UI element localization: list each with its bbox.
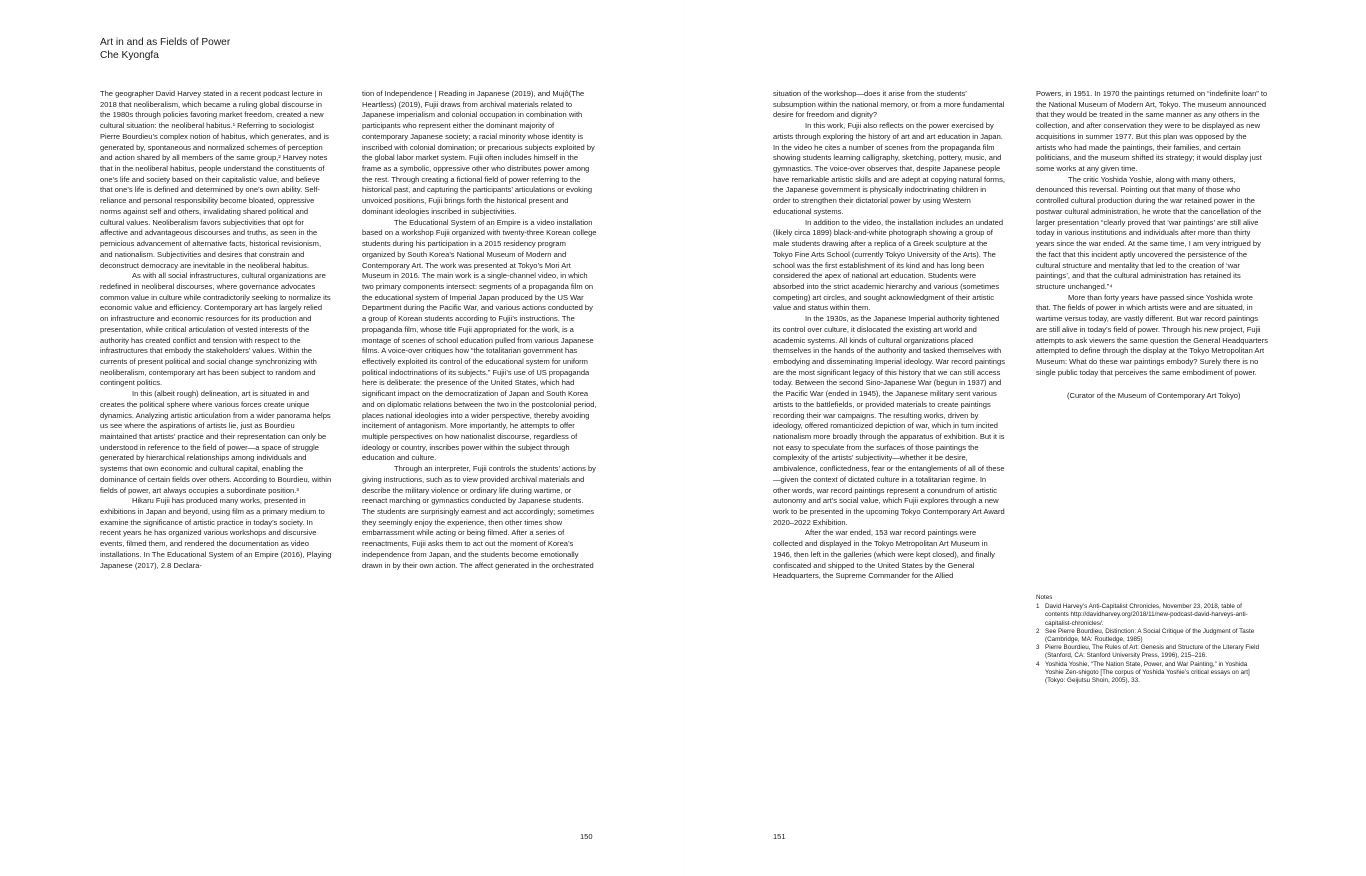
text-column-4 [1036, 89, 1268, 402]
endnotes [1036, 594, 1266, 685]
paragraph: Powers, in 1951. In 1970 the paintings returned on “indefinite loan” to the National Museum of Modern Art, Tokyo. The museum announced that they would be treated in the same manner as any others in the collection, and after conservation they were to be displayed as new acquisitions in summer 1977. But this plan was opposed by the artists who had made the paintings, their families, and certain politicians, and the museum shifted its strategy; it would display just some works at any given time. [1036, 89, 1268, 174]
endnote-item [1036, 603, 1266, 628]
paragraph: More than forty years have passed since Yoshida wrote that. The fields of power in which artists were and are situated, in wartime versus today, are vastly different. But war record paintings are still alive in today’s field of power. Through his new project, Fujii attempts to ask viewers the same question the General Headquarters attempted to define through the display at the Tokyo Metropolitan Art Museum: What do these war paintings embody? Surely there is no single public today that perceives the same embodiment of power. [1036, 292, 1268, 377]
text-column-2 [362, 89, 598, 571]
page-number-left: 150 [580, 832, 593, 841]
paragraph: In addition to the video, the installation includes an undated (likely circa 1899) black-and-white photograph showing a group of male students drawing after a replica of a Greek sculpture at the Tokyo Fine Arts School (currently Tokyo University of the Arts). The school was the first establishment of its kind and has long been considered the apex of national art education. Students were absorbed into the strict academic hierarchy and various (sometimes competing) art circles, and sought acknowledgment of their artistic value and status within them. [773, 217, 1004, 313]
article-header [100, 37, 230, 62]
endnote-item [1036, 661, 1266, 686]
paragraph: Through an interpreter, Fujii controls the students’ actions by giving instructions, such as to view provided archival materials and describe the military violence or ordinary life during wartime, or reenact marching or gymnastics conducted by Japanese students. The students are surprisingly earnest and act accordingly; sometimes they seemingly enjoy the experience, then other times show embarrassment while acting or being filmed. After a series of reenactments, Fujii asks them to act out the moment of Korea’s independence from Japan, and the students become emotionally drawn in by their own action. The affect generated in the orchestrated [362, 464, 596, 570]
paragraph: In this (albeit rough) delineation, art is situated in and creates the political sphere where various forces create unique dynamics. Analyzing artistic articulation from a wider panorama helps us see where the aspirations of artists lie, just as Bourdieu maintained that artists’ practice and their representation can only be understood in reference to the field of power—a space of struggle generated by hierarchical relationships among individuals and systems that own economic and cultural capital, enabling the dominance of certain fields over others. According to Bourdieu, within fields of power, art always occupies a subordinate position.³ [100, 389, 332, 495]
paragraph: As with all social infrastructures, cultural organizations are redefined in neoliberal discourses, where governance advocates common value in culture while contradictorily seeking to normalize its economic value and efficiency. Contemporary art has largely relied on infrastructure and economic resources for its production and presentation, while critical articulation of vested interests of the authority has created conflict and tension with respect to the infrastructures that embody the stakeholders’ values. Within the currents of present political and social change synchronizing with neoliberalism, contemporary art has been subject to random and contingent politics. [100, 271, 331, 388]
notes-title: Notes [1036, 594, 1053, 601]
paragraph: The geographer David Harvey stated in a recent podcast lecture in 2018 that neoliberalism, which became a ruling global discourse in the 1980s through policies favoring market freedom, created a new cultural situation: the neoliberal habitus.¹ Referring to sociologist Pierre Bourdieu’s complex notion of habitus, which generates, and is generated by, spontaneous and normalized schemes of perception and action shared by all members of the same group,² Harvey notes that in the neoliberal habitus, people understand the constituents of one’s life and society based on their capitalistic value, and believe that one’s life is defined and determined by one’s own ability. Self-reliance and personal responsibility become bloated, oppressive norms against self and others, invalidating shared political and cultural values. Neoliberalism favors subjectivities that opt for affective and advantageous discourses and truths, as seen in the pernicious advancement of alternative facts, historical revisionism, and nationalism. Subjectivities and desires that constrain and deconstruct democracy are inevitable in the neoliberal habitus. [100, 89, 329, 270]
text-column-3 [773, 89, 1005, 582]
paragraph: Hikaru Fujii has produced many works, presented in exhibitions in Japan and beyond, using film as a primary medium to examine the significance of artistic practice in today’s society. In recent years he has organized various workshops and discursive events, filmed them, and rendered the documentation as video installations. In The Educational System of an Empire (2016), Playing Japanese (2017), 2.8 Declara- [100, 496, 332, 570]
paragraph: The Educational System of an Empire is a video installation based on a workshop Fujii organized with twenty-three Korean college students during his participation in a 2015 residency program organized by South Korea’s National Museum of Modern and Contemporary Art. The work was presented at Tokyo’s Mori Art Museum in 2016. The main work is a single-channel video, in which two primary components intersect: segments of a propaganda film on the educational system of Imperial Japan produced by the US War Department during the Pacific War, and various actions conducted by a group of Korean students according to Fujii’s instructions. The propaganda film, whose title Fujii appropriated for the work, is a montage of scenes of school education pulled from various Japanese films. A voice-over critiques how “the totalitarian government has effectively exploited its control of the educational system for uniform political indoctrinations of its subjects.” Fujii’s use of US propaganda here is deliberate: the presence of the United States, which had significant impact on the democratization of Japan and South Korea and on diplomatic relations between the two in the postcolonial period, places national ideologies into a wider perspective, thereby avoiding incitement of antagonism. More importantly, he attempts to offer multiple perspectives on how nationalist discourse, regardless of ideology or country, inscribes power within the subject through education and culture. [362, 217, 597, 463]
endnote-text: David Harvey’s Anti-Capitalist Chronicles, November 23, 2018, table of contents http://davidharvey.org/2018/11/new-podcast-david-harveys-anti-capitalist-chronicles/. [1045, 603, 1248, 627]
page-number-right: 151 [773, 832, 786, 841]
article-title: Art in and as Fields of Power [100, 37, 231, 48]
endnote-number: 4 [1036, 660, 1040, 668]
paragraph: tion of Independence | Reading in Japanese (2019), and Mujô(The Heartless) (2019), Fujii draws from archival materials related to Japanese imperialism and colonial occupation in combination with participants who represent either the dominant majority of contemporary Japanese society; a racial minority whose identity is inscribed with colonial domination; or precarious subjects exploited by the global labor market system. Fujii often includes himself in the frame as a symbolic, oppressive other who distributes power among the rest. Through creating a fictional field of power referring to the historical past, and capturing the participants’ articulations or evoking unvoiced positions, Fujii brings forth the historical present and dominant ideologies inscribed in subjectivities. [362, 89, 595, 216]
paragraph: In this work, Fujii also reflects on the power exercised by artists through exploring the history of art and art education in Japan. In the video he cites a number of scenes from the propaganda film showing students learning calligraphy, sketching, pottery, music, and gymnastics. The voice-over observes that, despite Japanese people have remarkable artistic skills and are adept at copying natural forms, the Japanese government is physically indoctrinating children in order to strengthen their dictatorial power by using Western educational systems. [773, 121, 1005, 216]
curator-credit: (Curator of the Museum of Contemporary Art Tokyo) [1067, 391, 1241, 401]
endnote-text: Yoshida Yoshie, “The Nation State, Power, and War Painting,” in Yoshida Yoshie Zen-shigoto [The corpus of Yoshida Yoshie’s critical essays on art] (Tokyo: Geijutsu Shoin, 2005), 33. [1045, 660, 1250, 685]
endnote-text: Pierre Bourdieu, The Rules of Art: Genesis and Structure of the Literary Field (Stanford, CA: Stanford University Press, 1996), 215–216. [1045, 644, 1260, 660]
endnote-item [1036, 628, 1266, 644]
endnote-number: 1 [1036, 603, 1040, 611]
endnote-number: 2 [1036, 627, 1040, 635]
endnote-number: 3 [1036, 644, 1040, 652]
paragraph: situation of the workshop—does it arise from the students’ subsumption within the national memory, or from a more fundamental desire for freedom and dignity? [773, 89, 1005, 120]
paragraph: After the war ended, 153 war record paintings were collected and displayed in the Tokyo Metropolitan Art Museum in 1946, then left in the galleries (which were kept closed), and finally confiscated and shipped to the United States by the General Headquarters, the Supreme Commander for the Allied [773, 528, 995, 581]
paragraph: In the 1930s, as the Japanese Imperial authority tightened its control over culture, it dislocated the existing art world and academic systems. All kinds of cultural organizations placed themselves in the hands of the authority and tasked themselves with embodying and disseminating Imperial ideology. War record paintings are the most significant legacy of this history that we can still access today. Between the second Sino-Japanese War (begun in 1937) and the Pacific War (ended in 1945), the Japanese military sent various artists to the battlefields, or provided materials to create paintings recording their war campaigns. The resulting works, driven by ideology, offered romanticized depiction of war, which in turn incited nationalism more broadly through the apparatus of exhibition. But it is not easy to speculate from the surfaces of those paintings the complexity of the artists’ subjectivity—whether it be desire, ambivalence, conflictedness, fear or the entanglements of all of these—given the context of dictated culture in a totalitarian regime. In other words, war record paintings represent a conundrum of artistic autonomy and art’s social value, which Fujii explores through a new work to be presented in the upcoming Tokyo Contemporary Art Award 2020–2022 Exhibition. [773, 314, 1005, 527]
endnote-text: See Pierre Bourdieu, Distinction: A Social Critique of the Judgment of Taste (Cambridge, MA: Routledge, 1985) [1045, 627, 1255, 644]
article-author: Che Kyongfa [100, 49, 159, 61]
endnote-item [1036, 644, 1266, 660]
page-gutter [683, 0, 684, 876]
text-column-1 [100, 89, 332, 571]
paragraph: The critic Yoshida Yoshie, along with many others, denounced this reversal. Pointing out that many of those who controlled cultural production during the war retained power in the postwar cultural administration, he wrote that the cancellation of the larger presentation “clearly proved that ‘war paintings’ are still alive today in various institutions and individuals after more than thirty years since the war ended. At the same time, I am very intrigued by the fact that this incident aptly uncovered the persistence of the cultural structure and mentality that led to the creation of ‘war paintings’, and that the cultural administration has retained its structure unchanged.”⁴ [1036, 174, 1262, 291]
